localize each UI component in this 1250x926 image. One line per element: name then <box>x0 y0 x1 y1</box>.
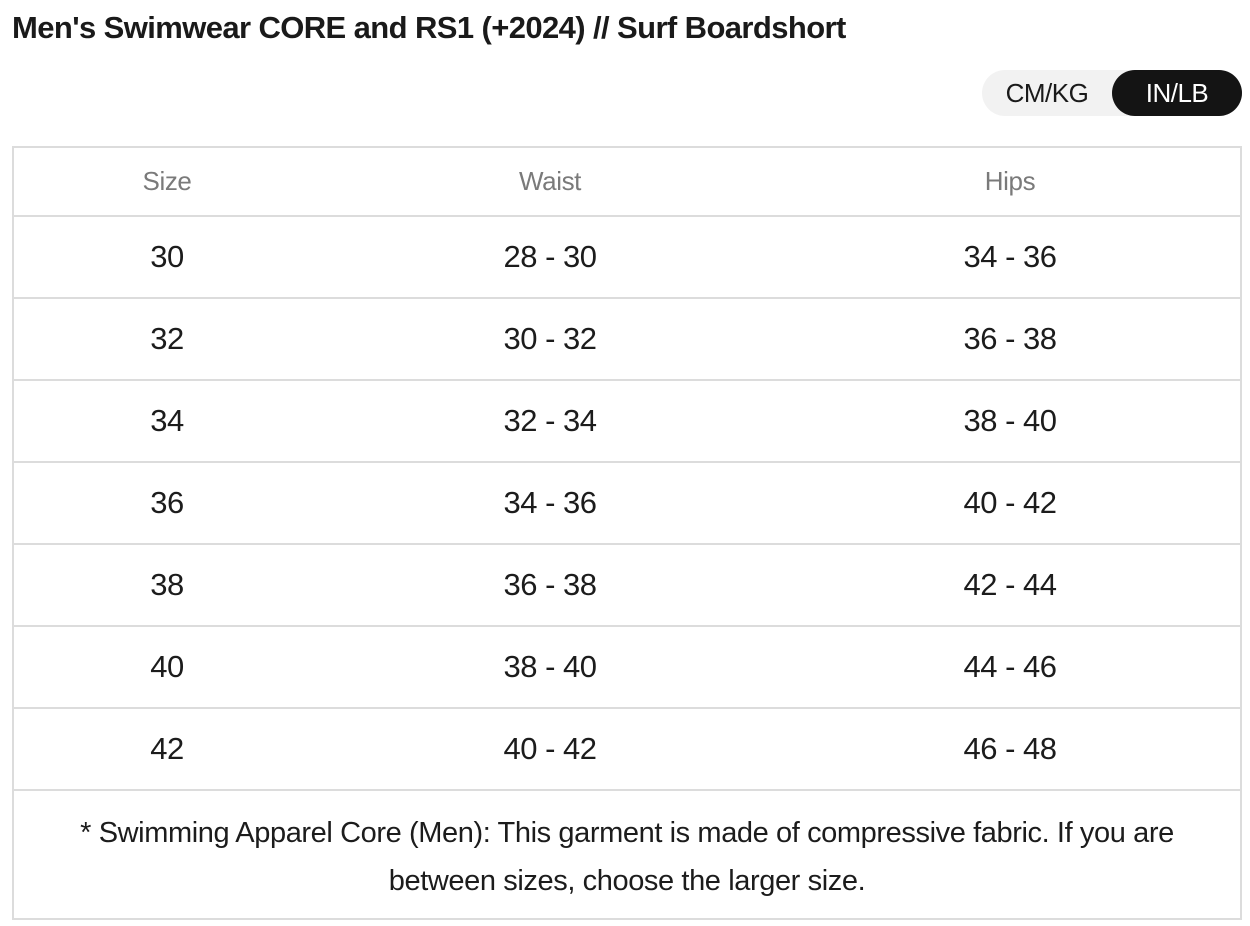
hips-cell: 36 - 38 <box>780 298 1240 380</box>
size-chart-table <box>12 146 1242 920</box>
size-cell: 34 <box>14 380 320 462</box>
hips-cell: 44 - 46 <box>780 626 1240 708</box>
table-row <box>14 462 1240 544</box>
size-cell: 32 <box>14 298 320 380</box>
page-title: Men's Swimwear CORE and RS1 (+2024) // Surf Boardshort <box>12 10 846 45</box>
waist-cell: 38 - 40 <box>320 626 780 708</box>
column-header-hips: Hips <box>780 148 1240 216</box>
table-row <box>14 216 1240 298</box>
hips-cell: 42 - 44 <box>780 544 1240 626</box>
hips-cell: 34 - 36 <box>780 216 1240 298</box>
table-row <box>14 380 1240 462</box>
table-header-row <box>14 148 1240 216</box>
column-header-waist: Waist <box>320 148 780 216</box>
waist-cell: 34 - 36 <box>320 462 780 544</box>
size-cell: 36 <box>14 462 320 544</box>
waist-cell: 30 - 32 <box>320 298 780 380</box>
waist-cell: 40 - 42 <box>320 708 780 790</box>
hips-cell: 40 - 42 <box>780 462 1240 544</box>
hips-cell: 38 - 40 <box>780 380 1240 462</box>
size-note: * Swimming Apparel Core (Men): This garment is made of compressive fabric. If you are between sizes, choose the larger size. <box>80 817 1174 897</box>
hips-cell: 46 - 48 <box>780 708 1240 790</box>
size-cell: 38 <box>14 544 320 626</box>
unit-toggle <box>982 70 1242 116</box>
unit-option-cm-kg[interactable]: CM/KG <box>1005 77 1089 108</box>
table-row <box>14 708 1240 790</box>
column-header-size: Size <box>14 148 320 216</box>
table-row <box>14 626 1240 708</box>
waist-cell: 32 - 34 <box>320 380 780 462</box>
waist-cell: 36 - 38 <box>320 544 780 626</box>
table-row <box>14 544 1240 626</box>
table-row <box>14 298 1240 380</box>
unit-option-in-lb[interactable]: IN/LB <box>1112 70 1242 116</box>
size-cell: 30 <box>14 216 320 298</box>
size-cell: 40 <box>14 626 320 708</box>
waist-cell: 28 - 30 <box>320 216 780 298</box>
size-cell: 42 <box>14 708 320 790</box>
